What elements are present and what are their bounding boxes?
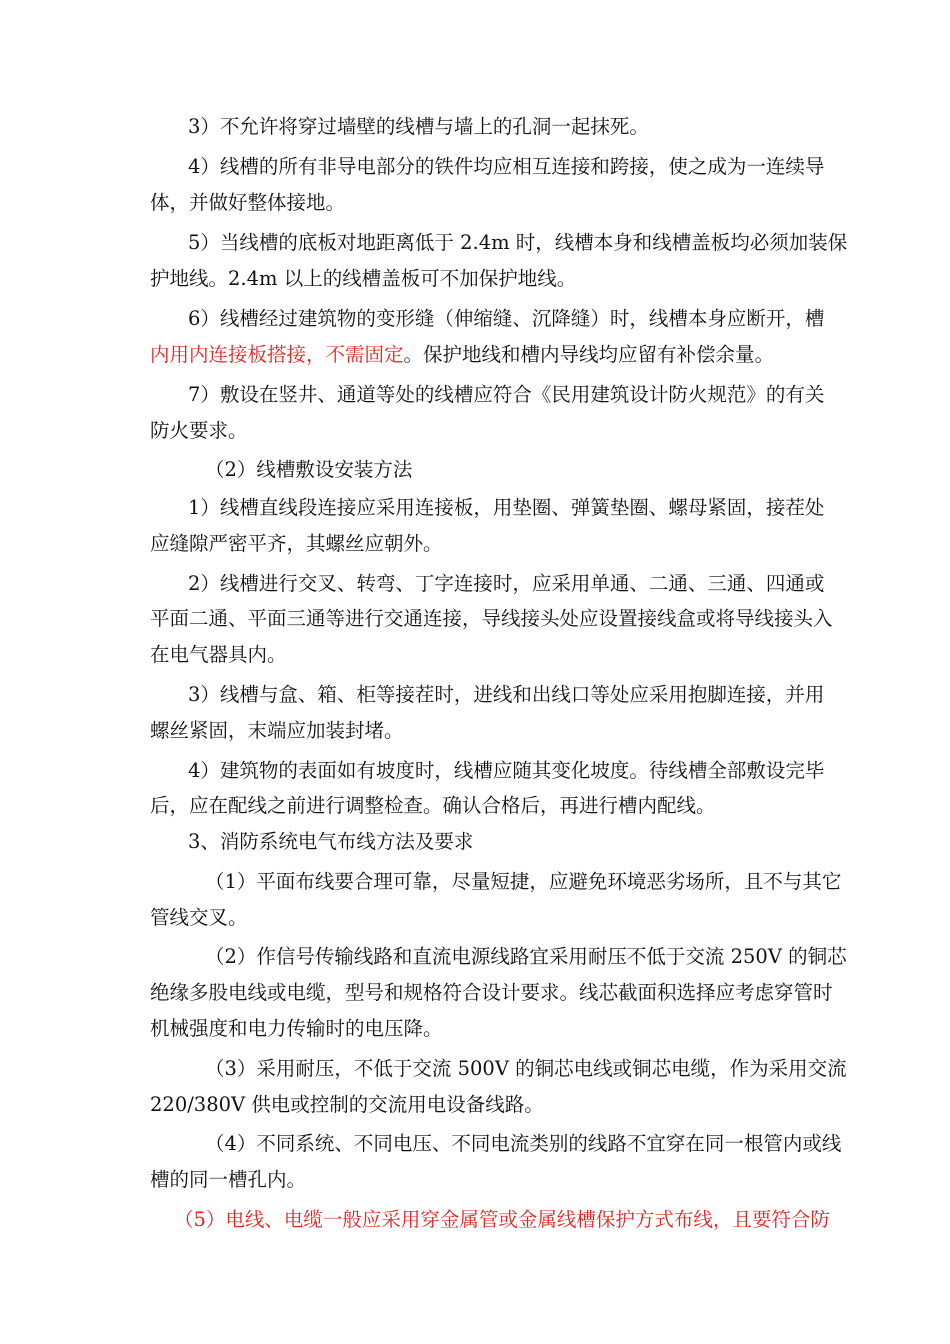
wiring-item-2-line-1: （2）作信号传输线路和直流电源线路宜采用耐压不低于交流 250V 的铜芯 [205, 945, 847, 968]
install-item-4-line-2: 后，应在配线之前进行调整检查。确认合格后，再进行槽内配线。 [150, 794, 716, 817]
install-item-2-line-3: 在电气器具内。 [150, 643, 287, 666]
paragraph-item-7-line-1: 7）敷设在竖井、通道等处的线槽应符合《民用建筑设计防火规范》的有关 [188, 383, 825, 406]
install-item-1-line-1: 1）线槽直线段连接应采用连接板，用垫圈、弹簧垫圈、螺母紧固，接茬处 [188, 496, 825, 519]
install-item-1-line-2: 应缝隙严密平齐，其螺丝应朝外。 [150, 532, 443, 555]
section-heading-2: （2）线槽敷设安装方法 [205, 458, 413, 481]
wiring-item-3-line-2: 220/380V 供电或控制的交流用电设备线路。 [150, 1093, 544, 1116]
paragraph-item-7-line-2: 防火要求。 [150, 419, 248, 442]
wiring-item-5-line-1: （5）电线、电缆一般应采用穿金属管或金属线槽保护方式布线，且要符合防 [174, 1208, 830, 1231]
install-item-3-line-2: 螺丝紧固，末端应加装封堵。 [150, 719, 404, 742]
paragraph-item-6-line-2 [150, 342, 774, 368]
wiring-item-1-line-2: 管线交叉。 [150, 906, 248, 929]
wiring-item-4-line-2: 槽的同一槽孔内。 [150, 1168, 307, 1191]
wiring-item-4-line-1: （4）不同系统、不同电压、不同电流类别的线路不宜穿在同一根管内或线 [205, 1132, 842, 1155]
install-item-2-line-2: 平面二通、平面三通等进行交通连接，导线接头处应设置接线盒或将导线接头入 [150, 607, 833, 630]
paragraph-item-4-line-2: 体，并做好整体接地。 [150, 191, 346, 214]
wiring-item-2-line-2: 绝缘多股电线或电缆，型号和规格符合设计要求。线芯截面积选择应考虑穿管时 [150, 981, 833, 1004]
install-item-2-line-1: 2）线槽进行交叉、转弯、丁字连接时，应采用单通、二通、三通、四通或 [188, 572, 825, 595]
paragraph-item-4-line-1: 4）线槽的所有非导电部分的铁件均应相互连接和跨接，使之成为一连续导 [188, 155, 825, 178]
install-item-3-line-1: 3）线槽与盒、箱、柜等接茬时，进线和出线口等处应采用抱脚连接，并用 [188, 683, 825, 706]
paragraph-item-3-line-1: 3）不允许将穿过墙壁的线槽与墙上的孔洞一起抹死。 [188, 115, 649, 138]
section-heading-3: 3、消防系统电气布线方法及要求 [188, 830, 474, 853]
paragraph-item-5-line-2: 护地线。2.4m 以上的线槽盖板可不加保护地线。 [150, 267, 577, 290]
wiring-item-3-line-1: （3）采用耐压，不低于交流 500V 的铜芯电线或铜芯电缆，作为采用交流 [205, 1057, 847, 1080]
paragraph-item-5-line-1: 5）当线槽的底板对地距离低于 2.4m 时，线槽本身和线槽盖板均必须加装保 [188, 231, 848, 254]
paragraph-item-6-line-1: 6）线槽经过建筑物的变形缝（伸缩缝、沉降缝）时，线槽本身应断开，槽 [188, 307, 825, 330]
paragraph-item-6-line-2-rest: 。保护地线和槽内导线均应留有补偿余量。 [403, 343, 775, 366]
wiring-item-2-line-3: 机械强度和电力传输时的电压降。 [150, 1017, 443, 1040]
highlighted-text: 内用内连接板搭接，不需固定 [150, 343, 404, 366]
wiring-item-1-line-1: （1）平面布线要合理可靠，尽量短捷，应避免环境恶劣场所，且不与其它 [205, 870, 842, 893]
install-item-4-line-1: 4）建筑物的表面如有坡度时，线槽应随其变化坡度。待线槽全部敷设完毕 [188, 759, 825, 782]
